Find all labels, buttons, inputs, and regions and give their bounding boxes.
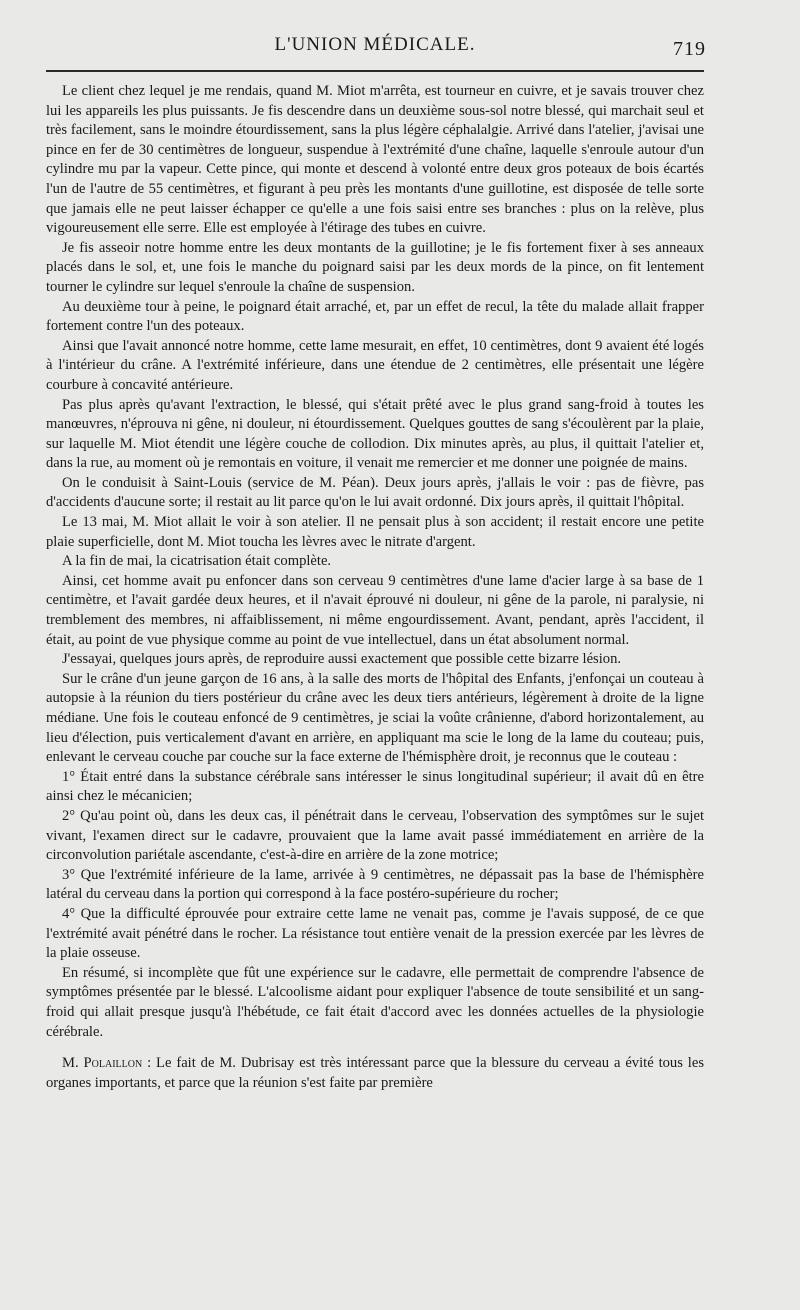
paragraph: Le 13 mai, M. Miot allait le voir à son atelier. Il ne pensait plus à son accident; il restait encore une petite plaie superficielle, dont M. Miot toucha les lèvres avec le nitrate d'argent. (46, 514, 704, 550)
list-item: 3° Que l'extrémité inférieure de la lame, arrivée à 9 centimètres, ne dépassait pas la base de l'hémisphère latéral du cerveau dans la portion qui correspond à la face postéro-supérieure du rocher; (46, 866, 704, 903)
speaker-prefix: M. (62, 1055, 84, 1072)
paragraph: Ainsi, cet homme avait pu enfoncer dans son cerveau 9 centimètres d'une lame d'acier large à sa base de 1 centimètre, et l'avait gardée deux heures, et il n'avait éprouvé ni douleur, ni gêne de la parole, ni paralysie, ni tremblement des membres, ni affaiblissement, ni même engourdissement. Avant, pendant, après l'accident, il était, au point de vue physique comme au point de vue intellectuel, dans un état absolument normal. (46, 572, 704, 648)
speaker-paragraph (46, 1054, 704, 1093)
paragraph: Sur le crâne d'un jeune garçon de 16 ans, à la salle des morts de l'hôpital des Enfants, j'enfonçai un couteau à autopsie à la réunion du tiers postérieur du crâne avec les deux tiers antérieurs, légèrement à droite de la ligne médiane. Une fois le couteau enfoncé de 9 centimètres, je sciai la voûte crânienne, d'abord horizontalement, au lieu d'élection, puis verticalement d'avant en arrière, en appliquant ma scie le long de la lame du couteau; puis, enlevant le cerveau couche par couche sur la face externe de l'hémisphère droit, je reconnus que le couteau : (46, 670, 704, 766)
speaker-text: : Le fait de M. Dubrisay est très intéressant parce que la blessure du cerveau a évité tous les organes importants, et parce que la réunion s'est faite par première (46, 1055, 705, 1091)
header-rule (46, 70, 704, 72)
running-header (46, 30, 704, 64)
article-body (46, 82, 704, 1093)
list-item: 4° Que la difficulté éprouvée pour extraire cette lame ne venait pas, comme je l'avais supposé, de ce que l'extrémité avait pénétré dans le rocher. La résistance tout entière venait de la pression exercée par les lèvres de la plaie osseuse. (46, 905, 704, 962)
paragraph: On le conduisit à Saint-Louis (service de M. Péan). Deux jours après, j'allais le voir : pas de fièvre, pas d'accidents d'aucune sorte; il restait au lit parce qu'on le lui avait ordonné. Dix jours après, il quittait l'hôpital. (46, 474, 704, 511)
journal-title: L'UNION MÉDICALE. (274, 34, 476, 55)
list-item: 2° Qu'au point où, dans les deux cas, il pénétrait dans le cerveau, l'observation des symptômes sur le sujet vivant, l'examen direct sur le cadavre, prouvaient que la lame avait passé immédiatement en arrière de la circonvolution pariétale ascendante, c'est-à-dire en arrière de la zone motrice; (46, 807, 704, 864)
paragraph: Au deuxième tour à peine, le poignard était arraché, et, par un effet de recul, la tête du malade allait frapper fortement contre l'un des poteaux. (46, 298, 704, 335)
paragraph: Ainsi que l'avait annoncé notre homme, cette lame mesurait, en effet, 10 centimètres, dont 9 avaient été logés à l'intérieur du crâne. A l'extrémité inférieure, dans une étendue de 2 centimètres, elle présentait une légère courbure à concavité antérieure. (46, 337, 704, 393)
paragraph: J'essayai, quelques jours après, de reproduire aussi exactement que possible cette bizarre lésion. (62, 651, 622, 668)
paragraph: Pas plus après qu'avant l'extraction, le blessé, qui s'était prêté avec le plus grand sang-froid à toutes les manœuvres, n'éprouva ni gêne, ni douleur, ni étourdissement. Quelques gouttes de sang s'écoulèrent par la plaie, sur laquelle M. Miot étendit une légère couche de collodion. Dix minutes après, au plus, il quittait l'atelier et, dans la rue, au moment où je remontais en voiture, il venait me remercier et me donner une poignée de mains. (46, 396, 704, 472)
list-item: 1° Était entré dans la substance cérébrale sans intéresser le sinus longitudinal supérieur; il avait dû en être ainsi chez le mécanicien; (46, 768, 704, 805)
speaker-name: Polaillon (83, 1055, 143, 1072)
paragraph: Je fis asseoir notre homme entre les deux montants de la guillotine; je le fis fortement fixer à ses anneaux placés dans le sol, et, une fois le manche du poignard saisi par les deux mords de la pince, on fit lentement tourner le cylindre sur lequel s'enroule la chaîne de suspension. (46, 239, 704, 295)
paragraph: Le client chez lequel je me rendais, quand M. Miot m'arrêta, est tourneur en cuivre, et je savais trouver chez lui les appareils les plus puissants. Je fis descendre dans un deuxième sous-sol notre blessé, qui marchait seul et très facilement, sans le moindre étourdissement, sans la plus légère céphalalgie. Arrivé dans l'atelier, j'avisai une pince en fer de 30 centimètres de longueur, suspendue à l'extrémité d'une chaîne, laquelle s'enroule autour d'un cylindre mu par la vapeur. Cette pince, qui monte et descend à volonté entre deux gros poteaux de bois écartés l'un de l'autre de 55 centimètres, et figurant à peu près les montants d'une guillotine, est disposée de telle sorte que jamais elle ne peut laisser échapper ce qu'elle a une fois saisi entre ses branches : plus on la relève, plus vigoureusement elle serre. Elle est employée à l'étirage des tubes en cuivre. (46, 83, 704, 237)
paragraph: A la fin de mai, la cicatrisation était complète. (62, 553, 332, 570)
page-number: 719 (673, 38, 706, 60)
paragraph: En résumé, si incomplète que fût une expérience sur le cadavre, elle permettait de comprendre l'absence de symptômes présentée par le blessé. L'alcoolisme aidant pour expliquer l'absence de toute sensibilité et un sang-froid qui allait presque jusqu'à l'hébétude, ce fait était d'accord avec les données actuelles de la physiologie cérébrale. (46, 964, 704, 1040)
